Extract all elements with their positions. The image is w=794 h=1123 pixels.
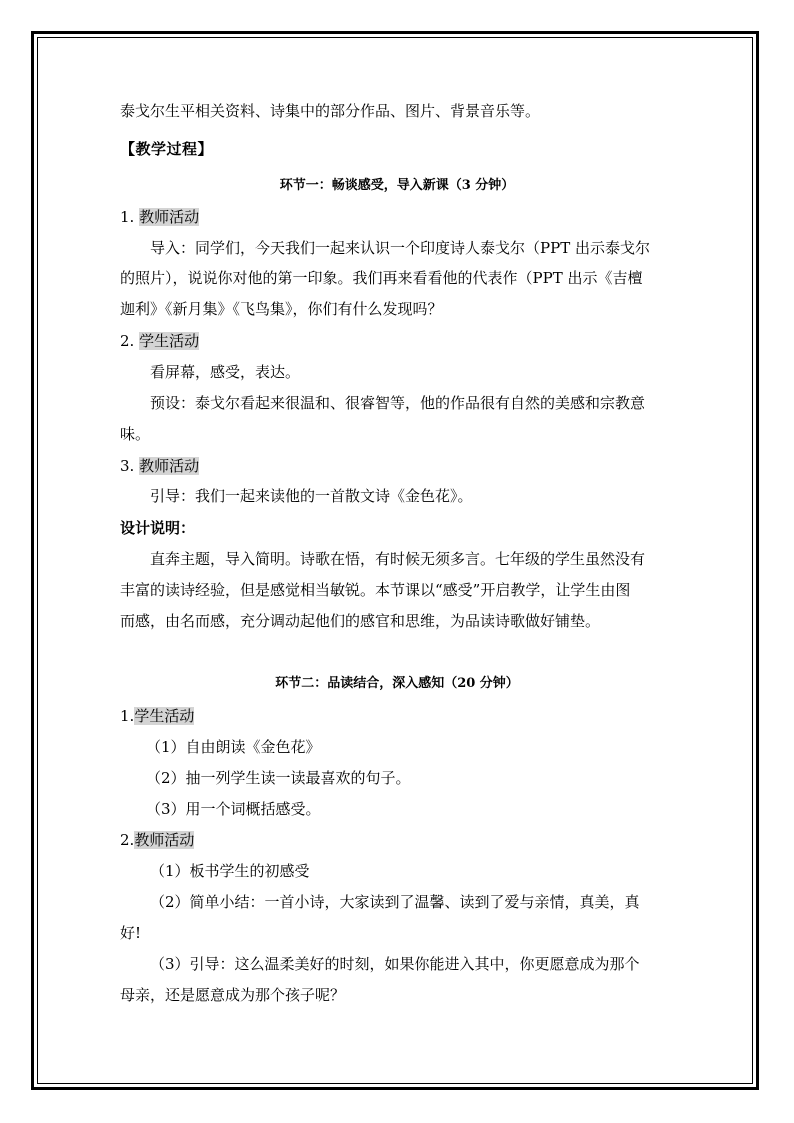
- step-number: 1.: [120, 208, 135, 226]
- paragraph-line: 好!: [120, 924, 142, 942]
- design-note-label: 设计说明：: [120, 519, 196, 537]
- step-label: 教师活动: [139, 208, 200, 226]
- paragraph-line: 母亲，还是愿意成为那个孩子呢？: [120, 986, 346, 1004]
- list-item: （3）用一个词概括感受。: [146, 800, 321, 818]
- section2-step1: [120, 706, 194, 726]
- step-number: 1.: [120, 707, 135, 725]
- paragraph-line: 引导：我们一起来读他的一首散文诗《金色花》。: [150, 487, 473, 505]
- step-label: 学生活动: [139, 332, 200, 350]
- paragraph-line: 而感，由名而感，充分调动起他们的感官和思维，为品读诗歌做好铺垫。: [120, 612, 601, 630]
- section2-step2: [120, 830, 194, 850]
- step-label: 学生活动: [134, 707, 195, 725]
- section1-step1: [120, 207, 199, 227]
- step-number: 3.: [120, 457, 135, 475]
- intro-line: 泰戈尔生平相关资料、诗集中的部分作品、图片、背景音乐等。: [120, 102, 541, 120]
- paragraph-line: 味。: [120, 425, 151, 443]
- list-item: （1）板书学生的初感受: [150, 862, 310, 880]
- process-heading: 【教学过程】: [120, 140, 214, 158]
- section1-step3: [120, 456, 199, 476]
- step-label: 教师活动: [139, 457, 200, 475]
- paragraph-line: 看屏幕，感受，表达。: [150, 363, 301, 381]
- paragraph-line: 的照片），说说你对他的第一印象。我们再来看看他的代表作（PPT 出示《吉檀: [120, 269, 643, 287]
- list-item: （1）自由朗读《金色花》: [146, 738, 321, 756]
- step-label: 教师活动: [134, 831, 195, 849]
- step-number: 2.: [120, 332, 135, 350]
- section2-title: 环节二：品读结合，深入感知（20 分钟）: [275, 676, 519, 691]
- section1-step2: [120, 331, 199, 351]
- paragraph-line: 导入：同学们，今天我们一起来认识一个印度诗人泰戈尔（PPT 出示泰戈尔: [150, 239, 650, 257]
- list-item: （2）抽一列学生读一读最喜欢的句子。: [146, 769, 411, 787]
- step-number: 2.: [120, 831, 135, 849]
- section1-title: 环节一：畅谈感受，导入新课（3 分钟）: [279, 178, 515, 193]
- list-item: （3）引导：这么温柔美好的时刻，如果你能进入其中，你更愿意成为那个: [150, 955, 640, 973]
- paragraph-line: 直奔主题，导入简明。诗歌在悟，有时候无须多言。七年级的学生虽然没有: [150, 550, 646, 568]
- paragraph-line: 迦利》《新月集》《飞鸟集》，你们有什么发现吗？: [120, 300, 443, 318]
- paragraph-line: 预设：泰戈尔看起来很温和、很睿智等，他的作品很有自然的美感和宗教意: [150, 394, 646, 412]
- paragraph-line: 丰富的读诗经验，但是感觉相当敏锐。本节课以“感受”开启教学，让学生由图: [120, 581, 631, 599]
- list-item: （2）简单小结：一首小诗，大家读到了温馨、读到了爱与亲情，真美，真: [150, 893, 640, 911]
